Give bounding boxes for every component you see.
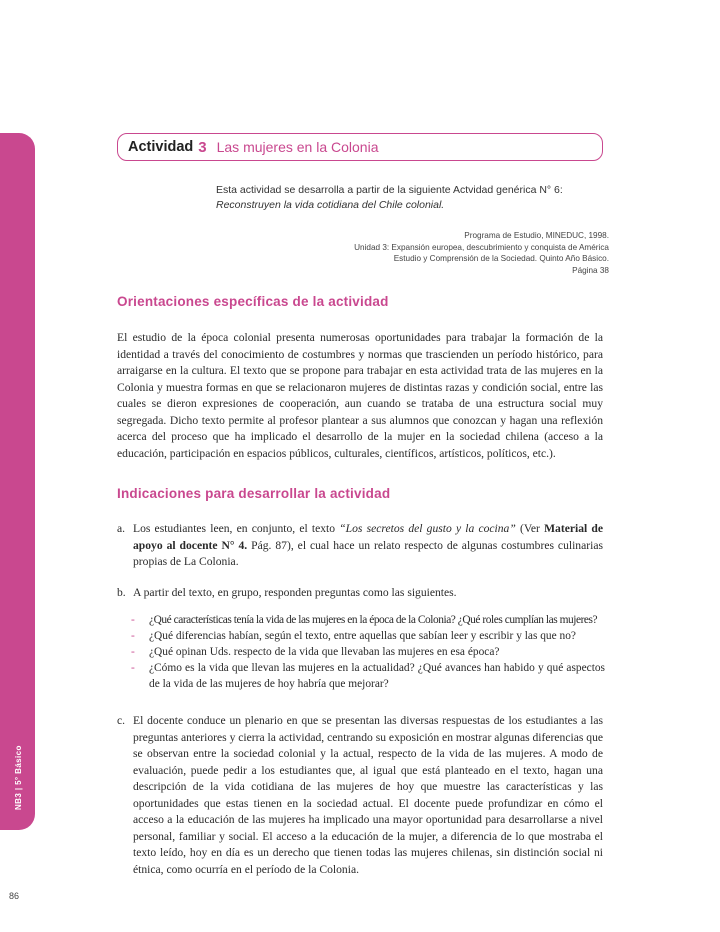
source-line: Unidad 3: Expansión europea, descubrimiento y conquista de América (354, 242, 609, 252)
question-item: - ¿Qué opinan Uds. respecto de la vida que llevaban las mujeres en esa época? (131, 646, 500, 658)
activity-word: Actividad (128, 139, 194, 155)
item-letter: c. (117, 714, 126, 727)
dash-bullet: - (131, 662, 135, 674)
activity-intro (216, 183, 616, 213)
activity-header (117, 133, 603, 161)
side-tab (0, 133, 35, 830)
dash-bullet: - (131, 646, 135, 658)
source-line: Página 38 (572, 265, 609, 275)
item-letter: a. (117, 522, 126, 535)
material-reference: Material de apoyo al docente N° 4. (133, 522, 603, 552)
list-item-b (117, 585, 603, 602)
item-a-text: Los estudiantes leen, en conjunto, el texto “Los secretos del gusto y la cocina” (Ver Material de apoyo al docente N° 4. Pág. 87), el cual hace un relato respecto de algunas costumbres culinarias propias de La Colonia. (133, 522, 603, 568)
question-list (131, 612, 605, 692)
activity-number: 3 (198, 138, 207, 156)
item-b-text: A partir del texto, en grupo, responden preguntas como las siguientes. (133, 586, 457, 599)
item-letter: b. (117, 586, 126, 599)
question-item: - ¿Qué características tenía la vida de las mujeres en la época de la Colonia? ¿Qué roles cumplían las mujeres? (131, 614, 598, 626)
intro-generic-activity: Reconstruyen la vida cotidiana del Chile colonial. (216, 199, 445, 211)
source-line: Estudio y Comprensión de la Sociedad. Quinto Año Básico. (393, 254, 609, 263)
text-title: “Los secretos del gusto y la cocina” (339, 522, 516, 535)
section-heading-orientaciones: Orientaciones específicas de la actividad (117, 294, 389, 309)
source-citation (354, 230, 609, 276)
source-line: Programa de Estudio, MINEDUC, 1998. (464, 231, 609, 240)
dash-bullet: - (131, 630, 135, 642)
intro-line: Esta actividad se desarrolla a partir de la siguiente Actvidad genérica N° 6: (216, 184, 563, 196)
list-item-a (117, 521, 603, 571)
question-item: - ¿Cómo es la vida que llevan las mujeres en la actualidad? ¿Qué avances han habido y qué aspectos de la vida de las mujeres de hoy habría que mejorar? (131, 662, 605, 690)
orientaciones-paragraph: El estudio de la época colonial presenta numerosas oportunidades para trabajar la formación de la identidad a través del conocimiento de costumbres y normas que trascienden un período histórico, para arraigarse en la cultura. El texto que se propone para trabajar en esta actividad trata de las mujeres en la Colonia y muestra formas en que se relacionaron mujeres de distintas razas y condición social, entre las cuales se dieron expresiones de cooperación, aun cuando se trataba de una estructura social muy segregada. Dicho texto permite al profesor plantear a sus alumnos que conozcan y hagan una reflexión acerca del proceso que ha implicado el desarrollo de la mujer en la sociedad chilena (acceso a la educación, participación en espacios públicos, culturales, científicos, artísticos, políticos, etc.). (117, 331, 603, 460)
item-c-text: El docente conduce un plenario en que se presentan las diversas respuestas de los estudiantes a las preguntas anteriores y cierra la actividad, centrando su exposición en mostrar algunas diferencias que se observan entre la sociedad colonial y la actual, respecto de la vida de las mujeres. A modo de evaluación, puede pedir a los estudiantes que, al igual que está planteado en el texto, hagan una descripción de la vida cotidiana de las mujeres de hoy que muestre las características y las oportunidades que estas tienen en la sociedad actual. El docente puede profundizar en cómo el acceso a la educación de las mujeres ha implicado una mayor oportunidad para desarrollarse a nivel personal, familiar y social. El acceso a la educación de la mujer, a diferencia de lo que mostraba el texto leído, hoy en día es un derecho que tienen todas las mujeres chilenas, sin distinción social ni étnica, como ocurría en el período de la Colonia. (133, 714, 604, 876)
question-item: - ¿Qué diferencias habían, según el texto, entre aquellas que sabían leer y escribir y las que no? (131, 630, 576, 642)
page-number: 86 (9, 891, 20, 901)
dash-bullet: - (131, 614, 135, 626)
section-heading-indicaciones: Indicaciones para desarrollar la actividad (117, 486, 391, 501)
list-item-c (117, 713, 603, 878)
side-tab-label: NB3 | 5° Básico (14, 745, 23, 810)
activity-title: Las mujeres en la Colonia (216, 139, 379, 155)
